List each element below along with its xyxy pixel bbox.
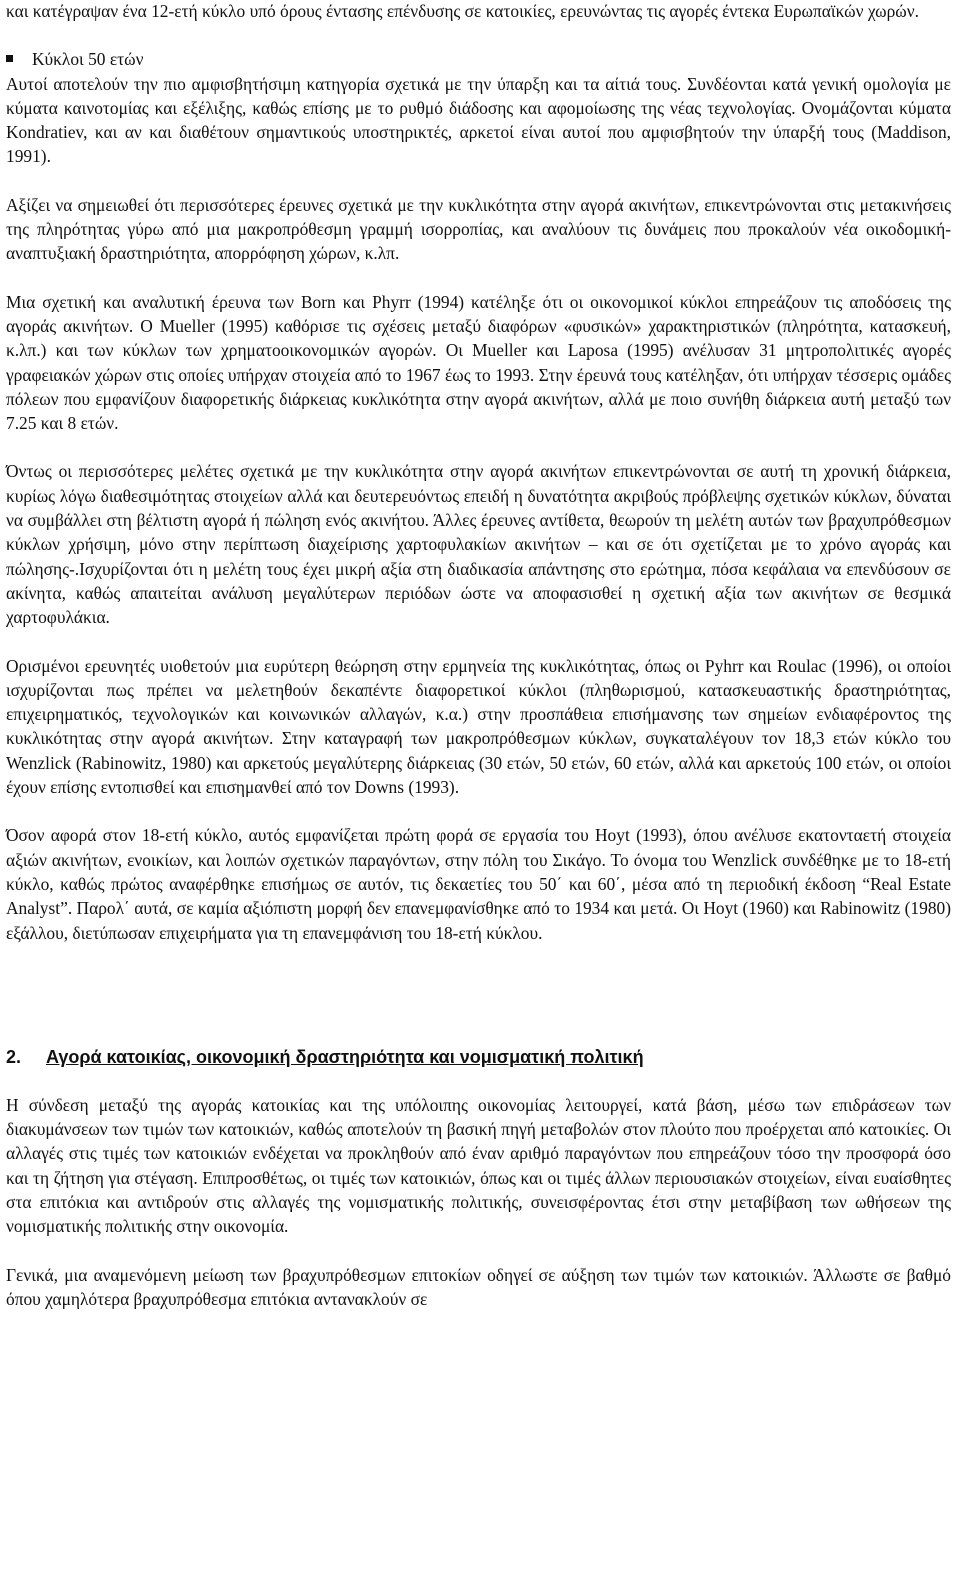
fifty-year-cycles-title: Κύκλοι 50 ετών: [32, 49, 144, 70]
fifty-year-cycles-block: [6, 47, 951, 168]
section-title: Αγορά κατοικίας, οικονομική δραστηριότητα και νομισματική πολιτική: [46, 1046, 644, 1067]
document-page: [6, 0, 951, 1311]
paragraph-research-focus: Αξίζει να σημειωθεί ότι περισσότερες έρευνες σχετικά με την κυκλικότητα στην αγορά ακινήτων, επικεντρώνονται στις μετακινήσεις της πληρότητας γύρω από μια μακροπρόθεσμη γραμμή ισορροπίας, και αναλύουν τις δυνάμεις που προκαλούν νέα οικοδομική-αναπτυξιακή δραστηριότητα, απορρόφηση χώρων, κ.λπ.: [6, 194, 951, 264]
paragraph-housing-economy-link: Η σύνδεση μεταξύ της αγοράς κατοικίας και της υπόλοιπης οικονομίας λειτουργεί, κατά βάση, μέσω των επιδράσεων των διακυμάνσεων των τιμών των κατοικιών, καθώς αποτελούν τη βασική πηγή μεταβολών στον πλούτο που προέρχεται από κατοικίες. Οι αλλαγές στις τιμές των κατοικιών ενδέχεται να προκληθούν από έναν αριθμό παραγόντων που επηρεάζουν τόσο την προσφορά όσο και τη ζήτηση για στέγαση. Επιπροσθέτως, οι τιμές των κατοικιών, όπως και οι τιμές άλλων περιουσιακών στοιχείων, είναι ευαίσθητες στα επιτόκια και αντιδρούν στις αλλαγές της νομισματικής πολιτικής, συνεισφέροντας έτσι στην μεταβίβαση των ωθήσεων της νομισματικής πολιτικής στην οικονομία.: [6, 1094, 951, 1237]
paragraph-born-phyrr: Μια σχετική και αναλυτική έρευνα των Born και Phyrr (1994) κατέληξε ότι οι οικονομικοί κύκλοι επηρεάζουν τις αποδόσεις της αγοράς ακινήτων. Ο Mueller (1995) καθόρισε τις σχέσεις μεταξύ διαφόρων «φυσικών» χαρακτηριστικών (πληρότητα, κατασκευή, κ.λπ.) και των κύκλων των χρηματοοικονομικών αγορών. Οι Mueller και Laposa (1995) ανέλυσαν 31 μητροπολιτικές αγορές γραφειακών χώρων στις οποίες υπήρχαν στοιχεία από το 1967 έως το 1993. Στην έρευνά τους κατέληξαν, ότι υπήρχαν τέσσερις ομάδες πόλεων που εμφανίζουν διαφορετικής διάρκειας κυκλικότητα στην αγορά ακινήτων, αλλά με ποιο συνήθη διάρκεια αυτή μεταξύ των 7.25 και 8 ετών.: [6, 291, 951, 434]
square-bullet-icon: [6, 55, 13, 62]
paragraph-short-term-studies: Όντως οι περισσότερες μελέτες σχετικά με την κυκλικότητα στην αγορά ακινήτων επικεντρώνονται σε αυτή τη χρονική διάρκεια, κυρίως λόγω διαθεσιμότητας στοιχείων αλλά και δευτερευόντως επειδή η δυνατότητα ακριβούς πρόβλεψης σχετικών κύκλων, δύναται να συμβάλλει στη βέλτιστη αγορά ή πώληση ενός ακινήτου. Άλλες έρευνες αντίθετα, θεωρούν τη μελέτη αυτών των βραχυπρόθεσμων κύκλων χρήσιμη, μόνο στην περίπτωση διαχείρισης χαρτοφυλακίων ακινήτων – και σε ότι σχετίζεται με το χρόνο αγοράς και πώλησης-.Ισχυρίζονται ότι η μελέτη τους έχει μικρή αξία στη διαδικασία απάντησης στο ερώτημα, πόσα κεφάλαια να επενδύσουν σε ακίνητα, καθώς απαιτείται ανάλυση μεγαλύτερων περιόδων ώστε να αποφασισθεί η σχετική αξία των ακινήτων σε θεσμικά χαρτοφυλάκια.: [6, 461, 951, 628]
paragraph-12-year-cycle: και κατέγραψαν ένα 12-ετή κύκλο υπό όρους έντασης επένδυσης σε κατοικίες, ερευνώντας τις αγορές έντεκα Ευρωπαϊκών χωρών.: [6, 1, 919, 21]
fifty-year-cycles-heading: [6, 47, 951, 71]
fifty-year-cycles-body: Αυτοί αποτελούν την πιο αμφισβητήσιμη κατηγορία σχετικά με την ύπαρξη και τα αίτιά τους. Συνδέονται κατά γενική ομολογία με κύματα καινοτομίας και εξέλιξης, καθώς επίσης με το ρυθμό διάδοσης και αφομοίωσης της νέας τεχνολογίας. Ονομάζονται κύματα Kondratiev, και αν και διαθέτουν σημαντικούς υποστηρικτές, αρκετοί είναι αυτοί που αμφισβητούν την ύπαρξή τους (Maddison, 1991).: [6, 73, 951, 167]
paragraph-18-year-cycle: Όσον αφορά στον 18-ετή κύκλο, αυτός εμφανίζεται πρώτη φορά σε εργασία του Hoyt (1993), όπου ανέλυσε εκατονταετή στοιχεία αξιών ακινήτων, ενοικίων, και λοιπών σχετικών παραγόντων, στην πόλη του Σικάγο. Το όνομα του Wenzlick συνδέθηκε με το 18-ετή κύκλο, καθώς πρώτος αναφέρθηκε επισήμως σε αυτόν, τις δεκαετίες του 50΄ και 60΄, μέσα από τη περιοδική έκδοση “Real Estate Analyst”. Παρολ΄ αυτά, σε καμία αξιόπιστη μορφή δεν επανεμφανίσθηκε από το 1934 και μετά. Οι Hoyt (1960) και Rabinowitz (1980) εξάλλου, διετύπωσαν επιχειρήματα για τη επανεμφάνιση του 18-ετή κύκλου.: [6, 825, 951, 943]
section-heading: [6, 1045, 951, 1069]
paragraph-pyhrr-roulac: Ορισμένοι ερευνητές υιοθετούν μια ευρύτερη θεώρηση στην ερμηνεία της κυκλικότητας, όπως οι Pyhrr και Roulac (1996), οι οποίοι ισχυρίζονται πως πρέπει να μελετηθούν δεκαπέντε διαφορετικοί κύκλοι (πληθωρισμού, κατασκευαστικής δραστηριότητας, επιχειρηματικός, τεχνολογικών και κοινωνικών αλλαγών, κ.α.) στην προσπάθεια επισήμανσης των σημείων ενδιαφέροντος της κυκλικότητας στην αγορά ακινήτων. Στην καταγραφή των μακροπρόθεσμων κύκλων, συγκαταλέγουν τον 18,3 ετών κύκλο του Wenzlick (Rabinowitz, 1980) και αρκετούς μεγαλύτερης διάρκειας (30 ετών, 50 ετών, 60 ετών, αλλά και αρκετούς 100 ετών, οι οποίοι έχουν επίσης εντοπισθεί και επισημανθεί από τον Downs (1993).: [6, 655, 951, 798]
section-number: 2.: [6, 1046, 22, 1067]
paragraph-short-term-rates: Γενικά, μια αναμενόμενη μείωση των βραχυπρόθεσμων επιτοκίων οδηγεί σε αύξηση των τιμών των κατοικιών. Άλλωστε σε βαθμό όπου χαμηλότερα βραχυπρόθεσμα επιτόκια αντανακλούν σε: [6, 1264, 951, 1309]
